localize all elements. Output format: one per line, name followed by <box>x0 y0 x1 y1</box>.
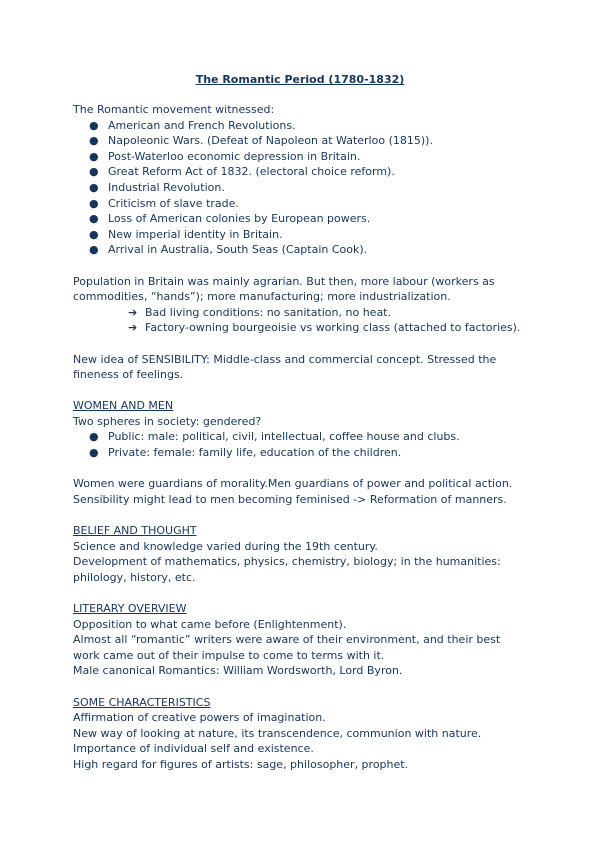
list-item <box>73 227 543 243</box>
women-men-paragraph-2: Sensibility might lead to men becoming feminised -> Reformation of manners. <box>73 492 507 506</box>
document-body <box>73 102 543 773</box>
spacer <box>73 679 543 695</box>
section-heading-women-and-men: WOMEN AND MEN <box>73 399 174 413</box>
list-item-text: Public: male: political, civil, intellectual, coffee house and clubs. <box>108 430 460 444</box>
list-item-text: Bad living conditions: no sanitation, no heat. <box>145 305 391 319</box>
list-item-text: Napoleonic Wars. (Defeat of Napoleon at Waterloo (1815)). <box>108 134 433 148</box>
list-item <box>73 164 543 180</box>
bullet-icon: ● <box>89 149 99 163</box>
characteristics-line-4: High regard for figures of artists: sage, philosopher, prophet. <box>73 757 409 771</box>
list-item <box>73 133 543 149</box>
bullet-icon: ● <box>89 134 99 148</box>
arrow-right-icon: ➔ <box>128 321 138 335</box>
characteristics-line-1: Affirmation of creative powers of imagination. <box>73 711 326 725</box>
belief-line-3: philology, history, etc. <box>73 570 196 584</box>
intro-bullet-list <box>73 118 543 258</box>
list-item <box>73 196 543 212</box>
literary-line-3: work came out of their impulse to come to terms with it. <box>73 648 385 662</box>
page-title: The Romantic Period (1780-1832) <box>195 73 405 86</box>
list-item-text: Loss of American colonies by European powers. <box>108 212 371 226</box>
section-heading-some-characteristics: SOME CHARACTERISTICS <box>73 695 211 709</box>
bullet-icon: ● <box>89 243 99 257</box>
spacer <box>73 461 543 477</box>
list-item <box>73 445 543 461</box>
intro-lead: The Romantic movement witnessed: <box>73 103 275 116</box>
bullet-icon: ● <box>89 118 99 132</box>
list-item <box>73 118 543 134</box>
population-arrow-list <box>73 305 543 336</box>
characteristics-line-3: Importance of individual self and existence. <box>73 742 314 756</box>
list-item-text: Industrial Revolution. <box>108 180 225 194</box>
list-item <box>73 149 543 165</box>
sensibility-line-2: fineness of feelings. <box>73 368 184 382</box>
literary-line-1: Opposition to what came before (Enlightenment). <box>73 617 347 631</box>
literary-line-4: Male canonical Romantics: William Wordsworth, Lord Byron. <box>73 664 403 678</box>
list-item-text: New imperial identity in Britain. <box>108 227 283 241</box>
bullet-icon: ● <box>89 180 99 194</box>
list-item-text: Criticism of slave trade. <box>108 196 239 210</box>
list-item <box>73 305 543 321</box>
characteristics-line-2: New way of looking at nature, its transcendence, communion with nature. <box>73 726 482 740</box>
list-item-text: Post-Waterloo economic depression in Britain. <box>108 149 361 163</box>
bullet-icon: ● <box>89 165 99 179</box>
list-item <box>73 180 543 196</box>
section-heading-belief-and-thought: BELIEF AND THOUGHT <box>73 524 197 538</box>
arrow-right-icon: ➔ <box>128 305 138 319</box>
spacer <box>73 258 543 274</box>
bullet-icon: ● <box>89 196 99 210</box>
list-item-text: American and French Revolutions. <box>108 118 296 132</box>
bullet-icon: ● <box>89 430 99 444</box>
list-item <box>73 242 543 258</box>
list-item-text: Arrival in Australia, South Seas (Captain Cook). <box>108 243 368 257</box>
bullet-icon: ● <box>89 212 99 226</box>
section-heading-literary-overview: LITERARY OVERVIEW <box>73 602 187 615</box>
bullet-icon: ● <box>89 227 99 241</box>
list-item <box>73 429 543 445</box>
women-men-lead: Two spheres in society: gendered? <box>73 414 262 428</box>
list-item-text: Private: female: family life, education of the children. <box>108 446 402 460</box>
list-item <box>73 211 543 227</box>
list-item-text: Great Reform Act of 1832. (electoral choice reform). <box>108 165 395 179</box>
list-item-text: Factory-owning bourgeoisie vs working class (attached to factories). <box>145 321 521 335</box>
population-line-2: commodities, “hands”); more manufacturing; more industrialization. <box>73 290 451 304</box>
women-men-bullet-list <box>73 429 543 460</box>
spacer <box>73 336 543 352</box>
spacer <box>73 585 543 601</box>
women-men-paragraph-1: Women were guardians of morality.Men guardians of power and political action. <box>73 477 513 491</box>
bullet-icon: ● <box>89 446 99 460</box>
spacer <box>73 507 543 523</box>
belief-line-2: Development of mathematics, physics, chemistry, biology; in the humanities: <box>73 555 501 569</box>
population-line-1: Population in Britain was mainly agrarian. But then, more labour (workers as <box>73 274 495 288</box>
sensibility-line-1: New idea of SENSIBILITY: Middle-class and commercial concept. Stressed the <box>73 352 497 366</box>
spacer <box>73 383 543 399</box>
belief-line-1: Science and knowledge varied during the 19th century. <box>73 539 378 553</box>
list-item <box>73 320 543 336</box>
literary-line-2: Almost all “romantic” writers were aware of their environment, and their best <box>73 633 501 647</box>
